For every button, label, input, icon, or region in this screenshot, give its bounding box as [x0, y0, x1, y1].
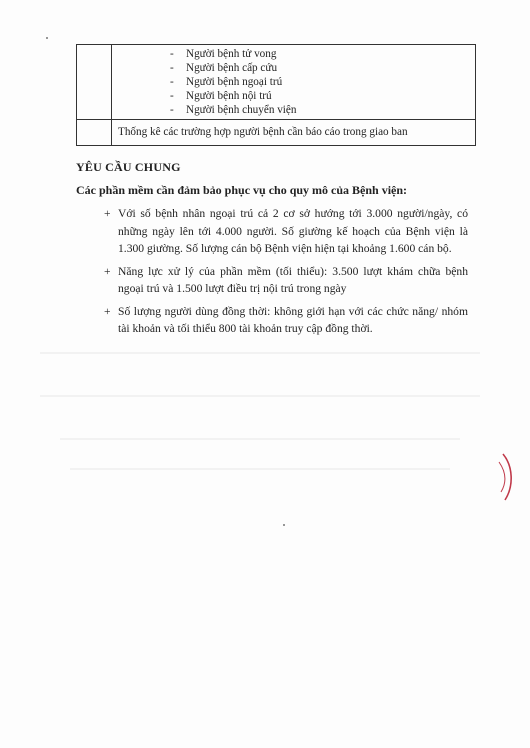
list-item: - Người bệnh tử vong: [172, 47, 475, 61]
requirement-item: [104, 263, 468, 298]
list-item: - Người bệnh ngoại trú: [172, 75, 475, 89]
bleed-through-line: [40, 395, 480, 397]
table-cell-empty: [77, 120, 112, 146]
list-item: - Người bệnh cấp cứu: [172, 61, 475, 75]
seal-stamp-edge: [497, 452, 517, 502]
section-heading: YÊU CẦU CHUNG: [76, 160, 181, 174]
table-cell-list: [112, 45, 476, 120]
plus-bullet-icon: +: [104, 207, 111, 220]
bleed-through-line: [60, 438, 460, 440]
scan-speck: [283, 524, 285, 526]
table-cell-text: Thống kê các trường hợp người bệnh cần báo cáo trong giao ban: [112, 120, 476, 146]
report-table: [76, 44, 476, 146]
plus-bullet-icon: +: [104, 304, 111, 318]
requirements-list: [104, 205, 468, 343]
list-item: - Người bệnh nội trú: [172, 89, 475, 103]
table-cell-empty: [77, 45, 112, 120]
requirement-text: Năng lực xử lý của phần mềm (tối thiểu): 3.500 lượt khám chữa bệnh ngoại trú và 1.500 lượt điều trị nội trú trong ngày: [118, 264, 468, 295]
list-item: - Người bệnh chuyển viện: [172, 103, 475, 117]
requirement-item: [104, 303, 468, 338]
table-row: [77, 45, 476, 120]
requirement-item: [104, 205, 468, 258]
bleed-through-line: [40, 352, 480, 354]
bleed-through-line: [70, 468, 450, 470]
scan-speck: [46, 37, 48, 39]
section-subheading: Các phần mềm cần đảm bảo phục vụ cho quy mô của Bệnh viện:: [76, 183, 408, 197]
requirement-text: Với số bệnh nhân ngoại trú cả 2 cơ sở hướng tới 3.000 người/ngày, có những ngày lên tới 4.000 người. Số giường kế hoạch của Bệnh viện là 1.300 giường. Số lượng cán bộ Bệnh viện hiện tại khoảng 1.600 cán bộ.: [118, 207, 468, 255]
requirement-text: Số lượng người dùng đồng thời: không giới hạn với các chức năng/ nhóm tài khoản và tối thiểu 800 tài khoản truy cập đồng thời.: [118, 304, 468, 335]
table-row: [77, 120, 476, 146]
plus-bullet-icon: +: [104, 264, 111, 278]
